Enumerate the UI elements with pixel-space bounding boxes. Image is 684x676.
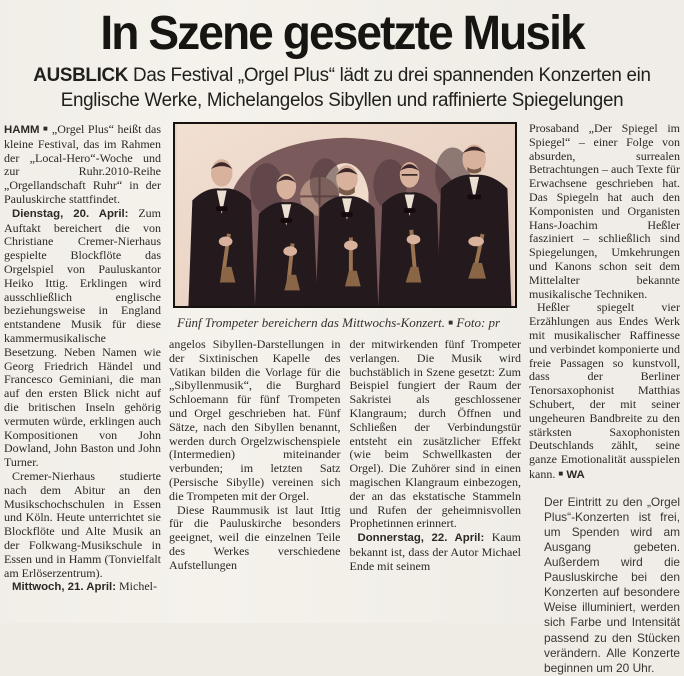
date-lead: Donnerstag, 22. April: <box>357 532 485 545</box>
photo-credit: Foto: pr <box>456 315 501 330</box>
date-lead: Dienstag, 20. April: <box>12 207 129 220</box>
paragraph <box>529 122 680 301</box>
paragraph-text: Cremer-Nierhaus studierte nach dem Abitur an den Musikschochschulen in Essen und Köln. Heute unterrichtet sie Blockflöte und Alte Musik an der Folkwang-Musikschule in Essen und in Hamm (Tonvielfalt am Erlöserzentrum). <box>4 468 161 580</box>
paragraph <box>529 301 680 482</box>
paragraph-text: „Orgel Plus“ heißt das kleine Festival, das im Rahmen der „Local-Hero“-Woche und zur Ruhr.2010-Reihe „Orgellandschaft Ruhr“ in der Pauluskirche stattfindet. <box>4 122 161 206</box>
column-2 <box>169 338 341 574</box>
column-4 <box>529 122 680 676</box>
paragraph <box>4 207 161 470</box>
column-1 <box>4 122 161 595</box>
paragraph <box>4 580 161 595</box>
square-bullet-icon: ■ <box>42 124 49 133</box>
square-bullet-icon: ■ <box>448 318 454 327</box>
subhead <box>7 64 676 113</box>
kicker: AUSBLICK <box>33 65 129 86</box>
paragraph <box>169 504 341 573</box>
paragraph-text: Michel- <box>119 579 157 594</box>
info-box <box>544 495 680 676</box>
paragraph-text: Kaum bekannt ist, dass der Autor Michael Ende mit seinem <box>349 530 522 573</box>
middle-section <box>169 122 521 574</box>
author-initials: WA <box>566 468 585 481</box>
article-body <box>4 122 680 676</box>
subhead-text: Das Festival „Orgel Plus“ lädt zu drei spannenden Konzerten ein <box>133 65 651 86</box>
square-bullet-icon: ■ <box>558 468 564 478</box>
paragraph <box>169 338 341 504</box>
paragraph-text: angelos Sibyllen-Darstellungen in der Sixtinischen Kapelle des Vatikan bilden die Vorlage für die „Sibyllenmusik“, die Burghard Schloemann für fünf Trompeten und Orgel geschrieben hat. Fünf Sätze, nach den Sibyllen benannt, werden durch Orgelzwischenspiele (Intermedien) miteinander verbunden; im letzten Satz (Persische Sibylle) vereinen sich die Trompeten mit der Orgel. <box>169 337 341 503</box>
subhead-line-2: Englische Werke, Michelangelos Sibyllen und raffinierte Spiegelungen <box>60 89 624 111</box>
photo-frame <box>173 122 517 308</box>
paragraph-text: Heßler spiegelt vier Erzählungen aus Endes Werk mit musikalischer Raffinesse und verbindet komponierte und freie Passagen so kunstvoll, dass der Berliner Tenorsaxophonist Matthias Schubert, der mit seiner ungeheuren Bandbreite zu den stärksten Saxophonisten Deutschlands zählt, seine ganze Emotionalität ausspielen kann. <box>529 300 680 481</box>
end-sign <box>558 469 584 481</box>
paragraph-text: Diese Raummusik ist laut Ittig für die Pauluskirche besonders geeignet, weil die einzelnen Teile des Werkes verschiedene Aufstellungen <box>169 502 341 572</box>
paragraph <box>350 531 522 573</box>
paragraph <box>4 470 161 580</box>
paragraph <box>4 122 161 207</box>
paragraph-text: Zum Auftakt bereichert die von Christiane Cremer-Nierhaus gespielte Blockflöte das Orgelspiel von Pauluskantor Heiko Ittig. Erklingen wird ausschließlich englische beziehungsweise in England entstandene Musik für diese kammermusikalische Besetzung. Neben Namen wie Georg Friedrich Händel und Francesco Geminiani, die man auf den ersten Blick nicht auf die britischen Inseln gehörig vermuten würde, erklingen auch Kompositionen von John Dowland, John Baston und John Turner. <box>4 205 161 470</box>
info-box-text: Der Eintritt zu den „Orgel Plus“-Konzerten ist frei, um Spenden wird am Ausgang gebeten. Außerdem wird die Pausluskirche bei den Konzerten auf besondere Weise illuminiert, werden sich Farbe und Intensität passend zu den Stücken verändern. Alle Konzerte beginnen um 20 Uhr. <box>544 494 680 675</box>
five-trumpeters-photo <box>175 124 515 306</box>
paragraph <box>350 338 522 531</box>
photo-caption <box>169 308 521 337</box>
headline: In Szene gesetzte Musik <box>100 7 584 60</box>
caption-text: Fünf Trompeter bereichern das Mittwochs-Konzert. <box>177 315 446 330</box>
photo-figure <box>169 122 521 337</box>
columns-2-3 <box>169 338 521 574</box>
column-3 <box>350 338 522 574</box>
subhead-line-1 <box>7 64 676 89</box>
paragraph-text: Prosaband „Der Spiegel im Spiegel“ – einer Folge von absurden, surrealen Betrachtungen – auch Texte für Erwachsene geschrieben hat. Das Spiegeln hat auch den Komponisten und Organisten Hans-Joachim Heßler fasziniert – schließlich sind Spiegelungen, Umkehrungen und Kanons schon seit dem Mittelalter bekannte musikalische Techniken. <box>529 121 680 301</box>
city-dateline: HAMM <box>4 124 40 136</box>
paragraph-text: der mitwirkenden fünf Trompeter verlangen. Die Musik wird buchstäblich in Szene gesetzt: Zum Beispiel fungiert der Raum der Sakristei als geschlossener Klangraum; durch Öffnen und Schließen der Verbindungstür entsteht ein zusätzlicher Effekt (wie beim Schwellkasten der Orgel). Die Zuhörer sind in einen magischen Klangraum einbezogen, der an das ekstatische Stammeln und Rufen der geheimnisvollen Prophetinnen erinnert. <box>349 337 521 531</box>
date-lead: Mittwoch, 21. April: <box>12 581 116 594</box>
